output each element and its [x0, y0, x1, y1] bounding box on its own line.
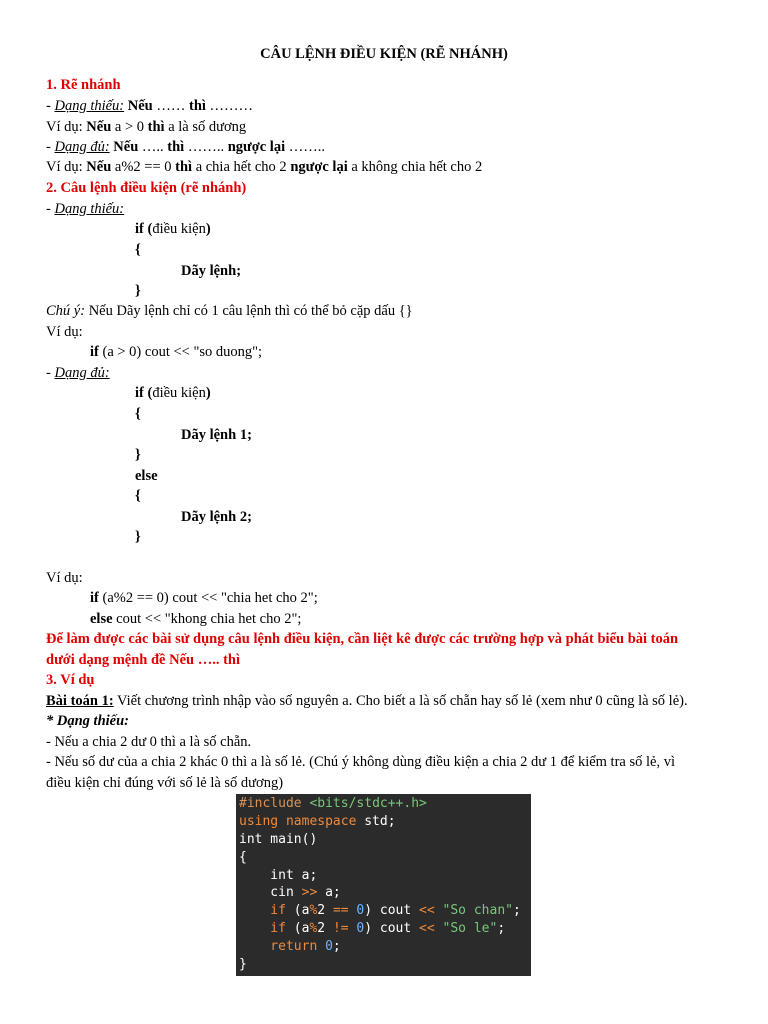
warning-line-1: Để làm được các bài sử dụng câu lệnh điều kiện, cần liệt kê được các trường hợp và phát biểu bài toán [46, 631, 679, 647]
kw: Nếu [113, 139, 139, 155]
kw: Nếu [86, 159, 112, 175]
token: 0 [356, 921, 365, 936]
brace-open: { [135, 406, 141, 422]
code-line-2 [239, 813, 396, 831]
text: ….. [138, 139, 168, 155]
token: using namespace [239, 814, 365, 829]
kw: ) [205, 385, 211, 401]
s1-dang-du [46, 137, 325, 157]
dang-thieu-heading: * Dạng thiếu: [46, 713, 129, 729]
statement: Dãy lệnh 1; [181, 427, 252, 443]
else-keyword: else [135, 468, 158, 484]
label: Dạng thiếu: [54, 98, 125, 114]
kw: ngược lại [290, 159, 348, 175]
token: #include [239, 796, 310, 811]
token: 2 [317, 921, 333, 936]
code-image [236, 794, 531, 976]
text: Ví dụ: [46, 119, 87, 135]
s1-vidu-2 [46, 157, 482, 177]
text: ……… [205, 98, 254, 114]
code-line-10: } [239, 957, 247, 972]
token: (a [285, 921, 310, 936]
vidu-label: Ví dụ: [46, 324, 83, 340]
token: "So le" [442, 921, 498, 936]
code-line-9 [239, 938, 341, 956]
text: điều kiện [152, 221, 206, 237]
token: != [332, 921, 349, 936]
dash: - [46, 365, 55, 381]
token: 0 [325, 939, 333, 954]
text: a > 0 [111, 119, 148, 135]
s2-dang-thieu [46, 199, 124, 219]
page-title: CÂU LỆNH ĐIỀU KIỆN (RẼ NHÁNH) [260, 46, 508, 62]
code-line-8 [239, 920, 505, 938]
vidu-label: Ví dụ: [46, 570, 83, 586]
text: a chia hết cho 2 [192, 159, 291, 175]
text: cout << "khong chia het cho 2"; [112, 611, 302, 627]
token: (a [285, 903, 310, 918]
s2-dang-du [46, 363, 110, 383]
token: ; [332, 939, 341, 954]
token: ; [512, 903, 521, 918]
problem-1 [46, 691, 688, 711]
kw: thì [189, 98, 206, 114]
token: << [419, 903, 435, 918]
kw: Nếu [86, 119, 112, 135]
point-2-cont: điều kiện chỉ đúng với số lẻ là số dương) [46, 775, 284, 791]
token: return [239, 939, 326, 954]
point-2: - Nếu số dư của a chia 2 khác 0 thì a là số lẻ. (Chú ý không dùng điều kiện a chia 2 dư 1 để kiểm tra số lẻ, vì [46, 754, 675, 770]
code-line-7 [239, 902, 521, 920]
label: Dạng đủ: [54, 139, 110, 155]
problem-text: Viết chương trình nhập vào số nguyên a. Cho biết a là số chẵn hay số lẻ (xem như 0 cũng là số lẻ). [113, 693, 688, 709]
token: cin [239, 885, 302, 900]
brace-close: } [135, 283, 141, 299]
point-1: - Nếu a chia 2 dư 0 thì a là số chẵn. [46, 734, 252, 750]
token: "So chan" [442, 903, 513, 918]
code-line-1 [239, 795, 427, 813]
code-line-4: { [239, 850, 247, 865]
kw: ) [205, 221, 211, 237]
dash: - [46, 201, 55, 217]
section-3-heading: 3. Ví dụ [46, 672, 95, 688]
brace-close: } [135, 529, 141, 545]
text: điều kiện [152, 385, 206, 401]
token: 0 [356, 903, 365, 918]
problem-label: Bài toán 1: [46, 693, 114, 709]
token: std; [364, 814, 396, 829]
token: << [419, 921, 435, 936]
token: >> [301, 885, 318, 900]
token: ; [497, 921, 506, 936]
code-line-3: int main() [239, 832, 318, 847]
brace-open: { [135, 488, 141, 504]
token: == [332, 903, 349, 918]
statement: Dãy lệnh 2; [181, 509, 252, 525]
section-1-heading: 1. Rẽ nhánh [46, 77, 121, 93]
token: ) cout [364, 921, 420, 936]
text: …….. [184, 139, 228, 155]
text: a là số dương [164, 119, 247, 135]
syntax-if [135, 219, 211, 239]
example-3 [90, 609, 301, 629]
s1-vidu-1 [46, 117, 246, 137]
kw: else [90, 611, 113, 627]
brace-open: { [135, 242, 141, 258]
kw: if ( [135, 385, 153, 401]
kw: if [90, 590, 99, 606]
token: <bits/stdc++.h> [309, 796, 427, 811]
syntax-if-full [135, 383, 211, 403]
kw: thì [147, 119, 165, 135]
kw: if [90, 344, 99, 360]
token [435, 903, 443, 918]
section-2-heading: 2. Câu lệnh điều kiện (rẽ nhánh) [46, 180, 247, 196]
token: if [239, 903, 286, 918]
text: …….. [285, 139, 325, 155]
token: if [239, 921, 286, 936]
example-1 [90, 342, 262, 362]
token: % [309, 921, 318, 936]
note-label: Chú ý: [46, 303, 86, 319]
warning-line-2: dưới dạng mệnh đề Nếu ….. thì [46, 652, 240, 668]
brace-close: } [135, 447, 141, 463]
statement: Dãy lệnh; [181, 263, 242, 279]
token: a; [317, 885, 341, 900]
code-line-6 [239, 884, 341, 902]
label: Dạng thiếu: [54, 201, 125, 217]
text: a không chia hết cho 2 [347, 159, 483, 175]
text: (a > 0) cout << "so duong"; [98, 344, 263, 360]
dash: - [46, 139, 55, 155]
kw: Nếu [127, 98, 153, 114]
kw: thì [175, 159, 193, 175]
token: 2 [317, 903, 333, 918]
token: ) cout [364, 903, 420, 918]
kw: ngược lại [227, 139, 286, 155]
label: Dạng đủ: [54, 365, 110, 381]
note-text: Nếu Dãy lệnh chỉ có 1 câu lệnh thì có thể bỏ cặp dấu {} [85, 303, 413, 319]
token [435, 921, 443, 936]
note [46, 301, 413, 321]
example-2 [90, 588, 318, 608]
code-line-5: int a; [239, 868, 318, 883]
dash: - [46, 98, 55, 114]
kw: thì [167, 139, 185, 155]
text: Ví dụ: [46, 159, 87, 175]
text: (a%2 == 0) cout << "chia het cho 2"; [98, 590, 318, 606]
s1-dang-thieu [46, 96, 253, 116]
text: …… [152, 98, 189, 114]
text: a%2 == 0 [111, 159, 176, 175]
token: % [309, 903, 318, 918]
kw: if ( [135, 221, 153, 237]
